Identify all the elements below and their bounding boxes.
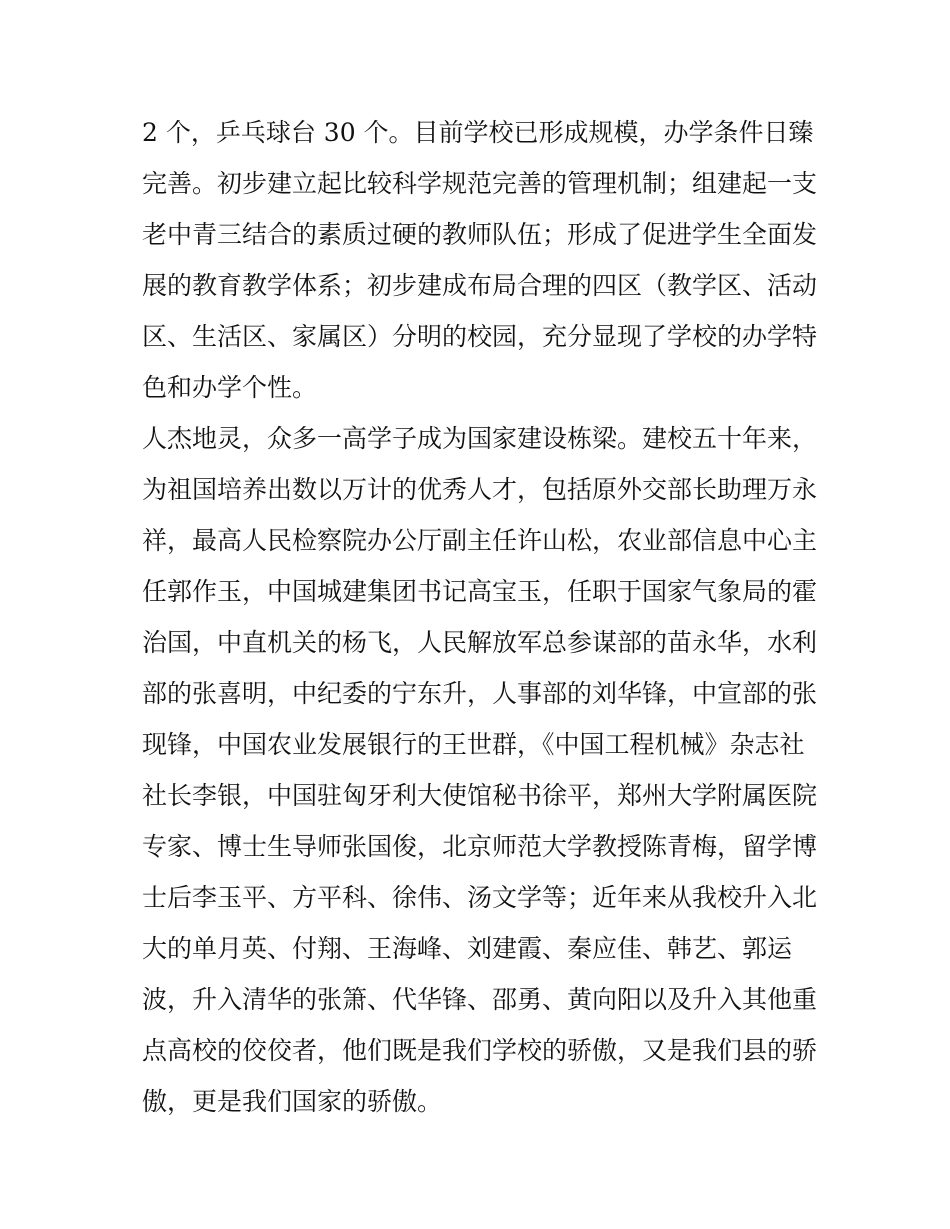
text-line: 专家、博士生导师张国俊，北京师范大学教授陈青梅，留学博: [142, 832, 818, 861]
text-line: 波，升入清华的张箫、代华锋、邵勇、黄向阳以及升入其他重: [142, 985, 818, 1014]
text-line: 社长李银，中国驻匈牙利大使馆秘书徐平，郑州大学附属医院: [142, 781, 818, 810]
text-line: 2 个，乒乓球台 30 个。目前学校已形成规模，办学条件日臻: [142, 118, 814, 147]
text-line: 为祖国培养出数以万计的优秀人才，包括原外交部长助理万永: [142, 475, 818, 504]
text-line: 部的张喜明，中纪委的宁东升，人事部的刘华锋，中宣部的张: [142, 679, 818, 708]
text-line: 大的单月英、付翔、王海峰、刘建霞、秦应佳、韩艺、郭运: [142, 934, 793, 963]
text-line: 点高校的佼佼者，他们既是我们学校的骄傲，又是我们县的骄: [142, 1036, 818, 1065]
text-line: 老中青三结合的素质过硬的教师队伍；形成了促进学生全面发: [142, 220, 818, 249]
text-line: 色和办学个性。: [142, 373, 318, 402]
text-line: 人杰地灵，众多一高学子成为国家建设栋梁。建校五十年来，: [142, 424, 818, 453]
text-line: 展的教育教学体系；初步建成布局合理的四区（教学区、活动: [142, 271, 818, 300]
text-line: 傲，更是我们国家的骄傲。: [142, 1087, 443, 1116]
text-line: 治国，中直机关的杨飞，人民解放军总参谋部的苗永华，水利: [142, 628, 818, 657]
text-line: 祥，最高人民检察院办公厅副主任许山松，农业部信息中心主: [142, 526, 818, 555]
text-line: 任郭作玉，中国城建集团书记高宝玉，任职于国家气象局的霍: [142, 577, 818, 606]
text-line: 士后李玉平、方平科、徐伟、汤文学等；近年来从我校升入北: [142, 883, 818, 912]
body-text: [142, 107, 822, 1127]
text-line: 现锋，中国农业发展银行的王世群，《中国工程机械》杂志社: [142, 730, 805, 759]
text-line: 完善。初步建立起比较科学规范完善的管理机制；组建起一支: [142, 169, 818, 198]
text-line: 区、生活区、家属区）分明的校园，充分显现了学校的办学特: [142, 322, 818, 351]
